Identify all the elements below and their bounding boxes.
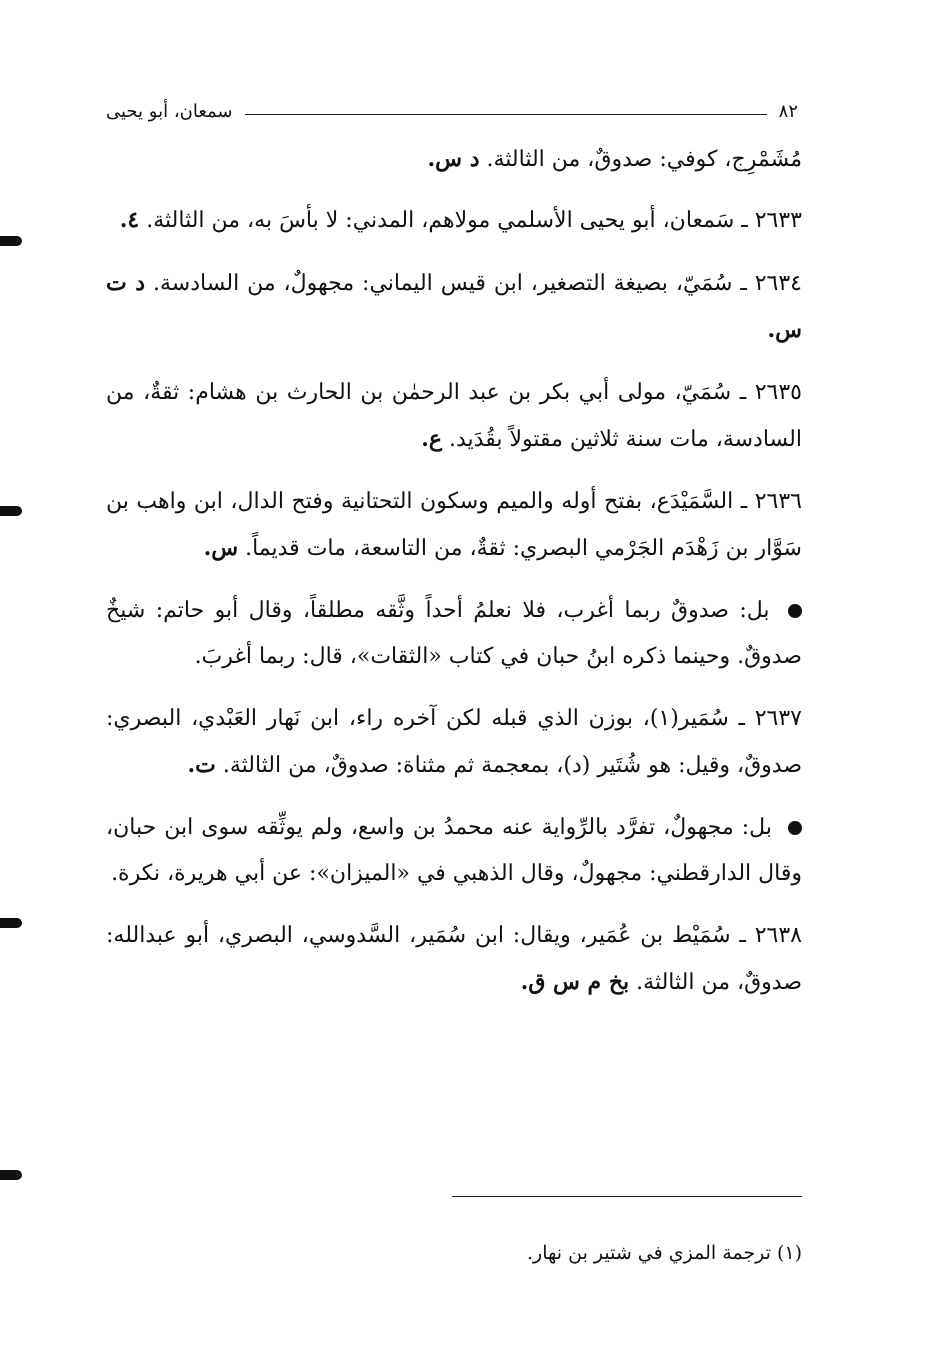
entry-tag: د س. — [427, 146, 480, 172]
entry-text: ٢٦٣٨ ـ سُمَيْط بن عُمَير، ويقال: ابن سُمَير، السَّدوسي، البصري، أبو عبدالله: صدوقٌ، من الثالثة. — [106, 923, 802, 995]
entry-paragraph — [106, 913, 802, 1006]
margin-mark — [0, 918, 22, 928]
entry-text: ٢٦٣٧ ـ سُمَير(١)، بوزن الذي قبله لكن آخره راء، ابن نَهار العَبْدي، البصري: صدوقٌ، وقيل: هو شُتَير (د)، بمعجمة ثم مثناة: صدوقٌ، من الثالثة. — [106, 706, 802, 778]
margin-mark — [0, 506, 22, 516]
entry-paragraph — [106, 136, 802, 183]
bullet-dot-icon — [788, 821, 802, 835]
margin-mark — [0, 1170, 22, 1180]
entry-text: مُشَمْرِج، كوفي: صدوقٌ، من الثالثة. — [486, 147, 802, 172]
entry-text: ٢٦٣٤ ـ سُمَيّ، بصيغة التصغير، ابن قيس اليماني: مجهولٌ، من السادسة. — [153, 271, 802, 296]
entry-paragraph — [106, 260, 802, 354]
footnote: (١) ترجمة المزي في شتير بن نهار. — [527, 1242, 802, 1264]
entries — [106, 136, 802, 1022]
entry-paragraph — [106, 370, 802, 463]
page-header — [106, 92, 798, 122]
entry-text: ٢٦٣٥ ـ سُمَيّ، مولى أبي بكر بن عبد الرحمٰن بن الحارث بن هشام: ثقةٌ، من السادسة، مات سنة ثلاثين مقتولاً بقُدَيد. — [106, 380, 802, 452]
entry-tag: ت. — [187, 752, 216, 778]
footnote-rule — [452, 1196, 802, 1197]
header-rule — [245, 114, 767, 115]
comment-paragraph — [106, 588, 802, 680]
entry-text: ٢٦٣٦ ـ السَّمَيْدَع، بفتح أوله والميم وسكون التحتانية وفتح الدال، ابن واهب بن سَوَّار بن زَهْدَم الجَرْمي البصري: ثقةٌ، من التاسعة، مات قديماً. — [106, 489, 802, 561]
entry-paragraph — [106, 479, 802, 572]
entry-tag: ٤. — [119, 207, 140, 233]
margin-mark — [0, 236, 22, 246]
comment-text: بل: صدوقٌ ربما أغرب، فلا نعلمُ أحداً وثَّقه مطلقاً، وقال أبو حاتم: شيخٌ صدوقٌ. وحينما ذكره ابنُ حبان في كتاب «الثقات»، قال: ربما أغربَ. — [106, 598, 802, 669]
entry-text: ٢٦٣٣ ـ سَمعان، أبو يحيى الأسلمي مولاهم، المدني: لا بأسَ به، من الثالثة. — [146, 208, 802, 233]
entry-tag: بخ م س ق. — [520, 969, 630, 995]
page-number: ٨٢ — [778, 101, 798, 122]
entry-tag: د ت س. — [106, 270, 802, 343]
entry-tag: ع. — [421, 426, 442, 452]
comment-text: بل: مجهولٌ، تفرَّد بالرِّواية عنه محمدُ بن واسع، ولم يوثِّقه سوى ابن حبان، وقال الدارقطني: مجهولٌ، وقال الذهبي في «الميزان»: عن أبي هريرة، نكرة. — [106, 815, 802, 886]
comment-paragraph — [106, 805, 802, 897]
bullet-dot-icon — [788, 604, 802, 618]
entry-paragraph — [106, 696, 802, 789]
entry-tag: س. — [203, 535, 239, 561]
entry-paragraph — [106, 197, 802, 244]
running-title: سمعان، أبو يحيى — [106, 101, 233, 122]
